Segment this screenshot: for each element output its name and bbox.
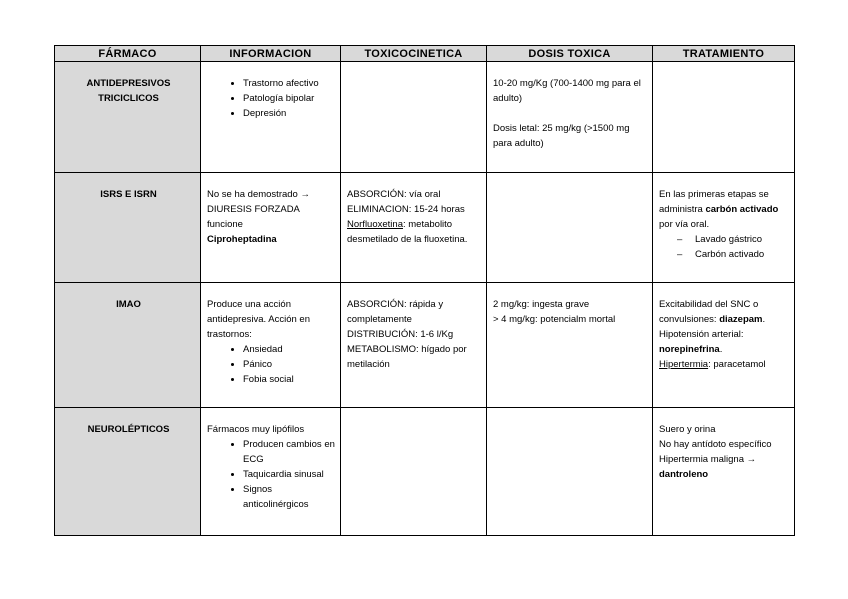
- header-toxicocinetica: TOXICOCINETICA: [341, 46, 487, 62]
- list-item: – Lavado gástrico: [695, 232, 790, 247]
- toxico-text: ABSORCIÓN: rápida y: [347, 299, 444, 310]
- tratamiento-cell: [653, 173, 795, 283]
- info-cell: [201, 173, 341, 283]
- header-informacion: INFORMACION: [201, 46, 341, 62]
- info-list: [207, 76, 336, 121]
- table-row: [55, 283, 795, 408]
- list-item: • Trastorno afectivo: [243, 76, 336, 91]
- table-row: [55, 408, 795, 536]
- toxico-text: ABSORCIÓN: vía oral: [347, 189, 441, 200]
- tratamiento-cell: [653, 408, 795, 536]
- list-item: • Patología bipolar: [243, 91, 336, 106]
- tratamiento-line: [659, 202, 790, 217]
- dosis-text: 2 mg/kg: ingesta grave: [493, 299, 590, 310]
- toxico-cell: [341, 173, 487, 283]
- list-item: • Ansiedad: [243, 342, 336, 357]
- tratamiento-bold-text: carbón activado: [705, 204, 779, 215]
- toxico-text: metilación: [347, 359, 390, 370]
- tratamiento-text: En las primeras etapas se: [659, 189, 769, 200]
- info-bold-text: Ciproheptadina: [207, 234, 277, 245]
- list-item: • Pánico: [243, 357, 336, 372]
- toxico-cell: [341, 62, 487, 173]
- drug-cell: [55, 283, 201, 408]
- dosis-cell: [487, 173, 653, 283]
- drug-cell: [55, 62, 201, 173]
- tratamiento-text: Hipotensión arterial:: [659, 329, 744, 340]
- toxico-text: METABOLISMO: hígado por: [347, 344, 467, 355]
- drug-name-line: IMAO: [116, 299, 141, 310]
- drug-name-line: ANTIDEPRESIVOS: [86, 78, 171, 89]
- tratamiento-text: No hay antídoto específico: [659, 439, 772, 450]
- dosis-cell: [487, 408, 653, 536]
- header-tratamiento: TRATAMIENTO: [653, 46, 795, 62]
- toxico-text: DISTRIBUCIÓN: 1-6 l/Kg: [347, 329, 454, 340]
- tratamiento-line: [659, 312, 790, 327]
- list-item: • Fobia social: [243, 372, 336, 387]
- list-item: • Signos anticolinérgicos: [243, 482, 336, 512]
- toxico-underlined-term: Norfluoxetina: [347, 219, 403, 230]
- tratamiento-text: Excitabilidad del SNC o: [659, 299, 759, 310]
- dosis-text: Dosis letal: 25 mg/kg (>1500 mg para adulto): [493, 123, 630, 149]
- drug-cell: [55, 408, 201, 536]
- tratamiento-line: [659, 357, 790, 372]
- tratamiento-cell: [653, 283, 795, 408]
- tratamiento-text: administra: [659, 204, 706, 215]
- info-text: funcione: [207, 219, 243, 230]
- dosis-cell: [487, 283, 653, 408]
- tratamiento-text: Suero y orina: [659, 424, 716, 435]
- tratamiento-dash-list: [659, 232, 790, 262]
- drug-name-line: TRICICLICOS: [98, 93, 159, 104]
- header-row: [55, 46, 795, 62]
- tratamiento-bold-text: norepinefrina: [659, 344, 720, 355]
- toxico-paragraph: [347, 219, 467, 245]
- header-farmaco: FÁRMACO: [55, 46, 201, 62]
- drug-name-line: ISRS E ISRN: [100, 189, 157, 200]
- list-item: – Carbón activado: [695, 247, 790, 262]
- tratamiento-text: convulsiones:: [659, 314, 720, 325]
- tratamiento-line: [659, 342, 790, 357]
- toxico-text: : metabolito desmetilado de la fluoxetina.: [347, 219, 468, 245]
- dosis-cell: [487, 62, 653, 173]
- tratamiento-cell: [653, 62, 795, 173]
- dosis-text: 10-20 mg/Kg (700-1400 mg para el adulto): [493, 78, 641, 104]
- tratamiento-text: : paracetamol: [708, 359, 766, 370]
- table-row: [55, 173, 795, 283]
- header-dosis-toxica: DOSIS TOXICA: [487, 46, 653, 62]
- info-cell: [201, 283, 341, 408]
- info-cell: [201, 62, 341, 173]
- drug-name-line: NEUROLÉPTICOS: [87, 424, 170, 435]
- info-list: [207, 342, 336, 387]
- tratamiento-text: .: [762, 314, 766, 325]
- tratamiento-text: Hipertermia maligna →: [659, 454, 757, 465]
- list-item: • Taquicardia sinusal: [243, 467, 336, 482]
- toxicology-table: [54, 45, 795, 536]
- table-row: [55, 62, 795, 173]
- info-text: Produce una acción antidepresiva. Acción en trastornos:: [207, 299, 310, 340]
- tratamiento-bold-text: dantroleno: [659, 469, 709, 480]
- tratamiento-text: por vía oral.: [659, 219, 710, 230]
- dosis-text: > 4 mg/kg: potencialm mortal: [493, 314, 616, 325]
- drug-cell: [55, 173, 201, 283]
- info-text: Fármacos muy lipófilos: [207, 424, 305, 435]
- info-cell: [201, 408, 341, 536]
- toxico-cell: [341, 408, 487, 536]
- list-item: • Depresión: [243, 106, 336, 121]
- toxico-text: completamente: [347, 314, 412, 325]
- info-text: No se ha demostrado →: [207, 189, 310, 200]
- info-text: DIURESIS FORZADA: [207, 204, 300, 215]
- list-item: • Producen cambios en ECG: [243, 437, 336, 467]
- tratamiento-bold-text: diazepam: [719, 314, 763, 325]
- info-list: [207, 437, 336, 512]
- toxico-cell: [341, 283, 487, 408]
- tratamiento-underlined-term: Hipertermia: [659, 359, 709, 370]
- toxico-text: ELIMINACION: 15-24 horas: [347, 204, 465, 215]
- tratamiento-text: .: [719, 344, 723, 355]
